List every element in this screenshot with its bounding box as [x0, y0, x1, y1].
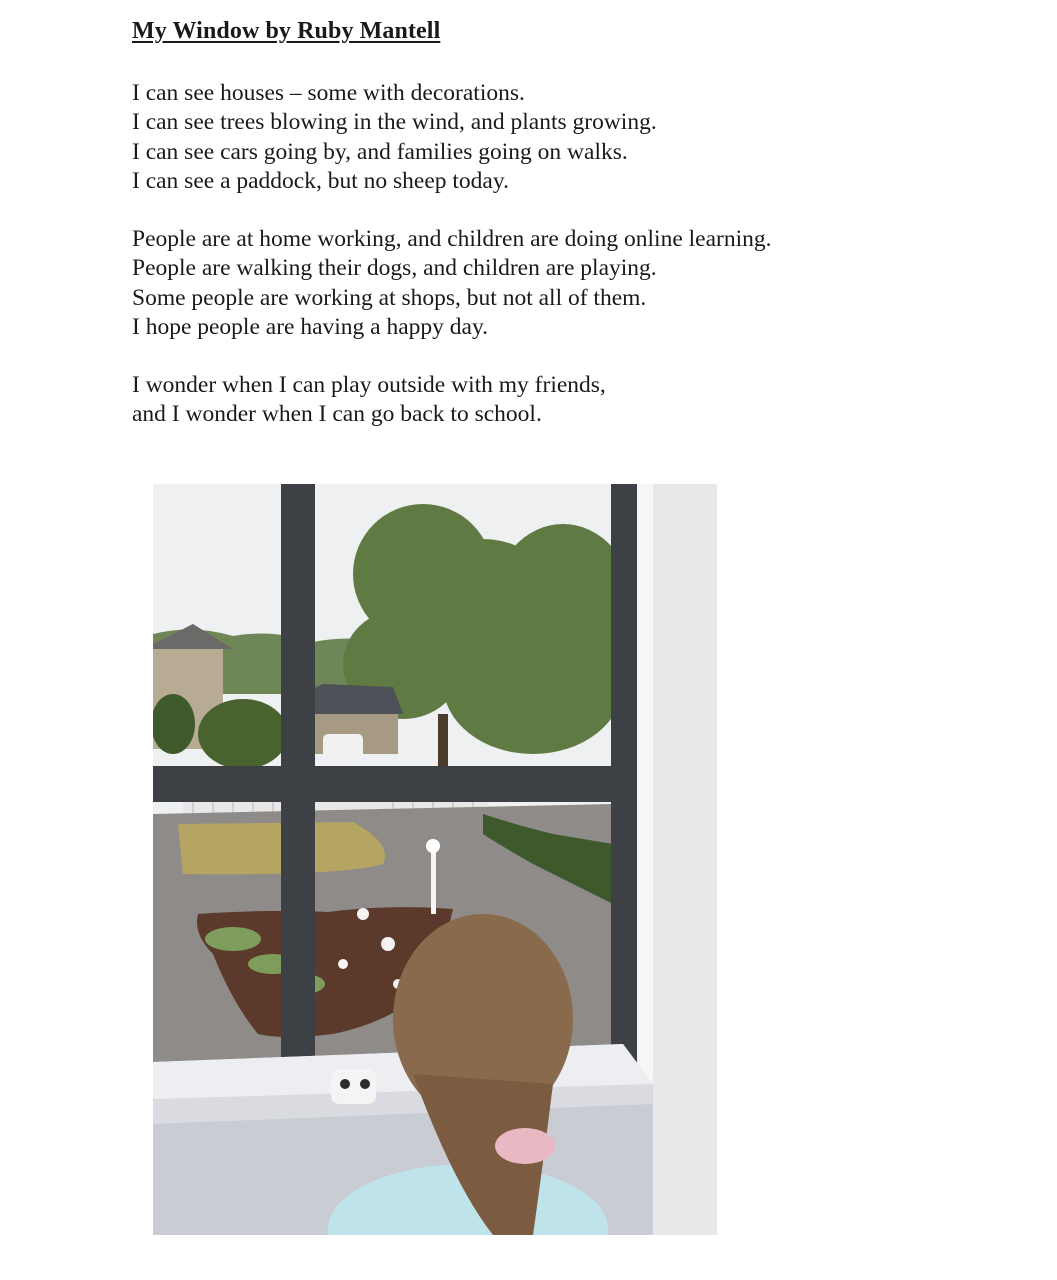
- poem-line: I can see a paddock, but no sheep today.: [132, 167, 509, 194]
- poem-line: I can see cars going by, and families going on walks.: [132, 138, 628, 165]
- poem-line: I hope people are having a happy day.: [132, 313, 489, 340]
- poem-line: Some people are working at shops, but not all of them.: [132, 284, 647, 311]
- page-title: My Window by Ruby Mantell: [132, 18, 441, 44]
- poem-line: People are at home working, and children are doing online learning.: [132, 226, 772, 252]
- poem-line: and I wonder when I can go back to school.: [132, 401, 542, 428]
- poem-stanza: [132, 371, 606, 430]
- poem-stanza: [132, 79, 657, 196]
- window-photo: [153, 484, 717, 1235]
- poem-line: I wonder when I can play outside with my friends,: [132, 372, 606, 398]
- car: [323, 734, 363, 762]
- poem-line: I can see trees blowing in the wind, and plants growing.: [132, 109, 657, 136]
- poem-line: I can see houses – some with decorations.: [132, 80, 525, 106]
- hair-scrunchie: [495, 1128, 555, 1164]
- poem-stanza: [132, 225, 772, 342]
- poem-line: People are walking their dogs, and children are playing.: [132, 255, 657, 282]
